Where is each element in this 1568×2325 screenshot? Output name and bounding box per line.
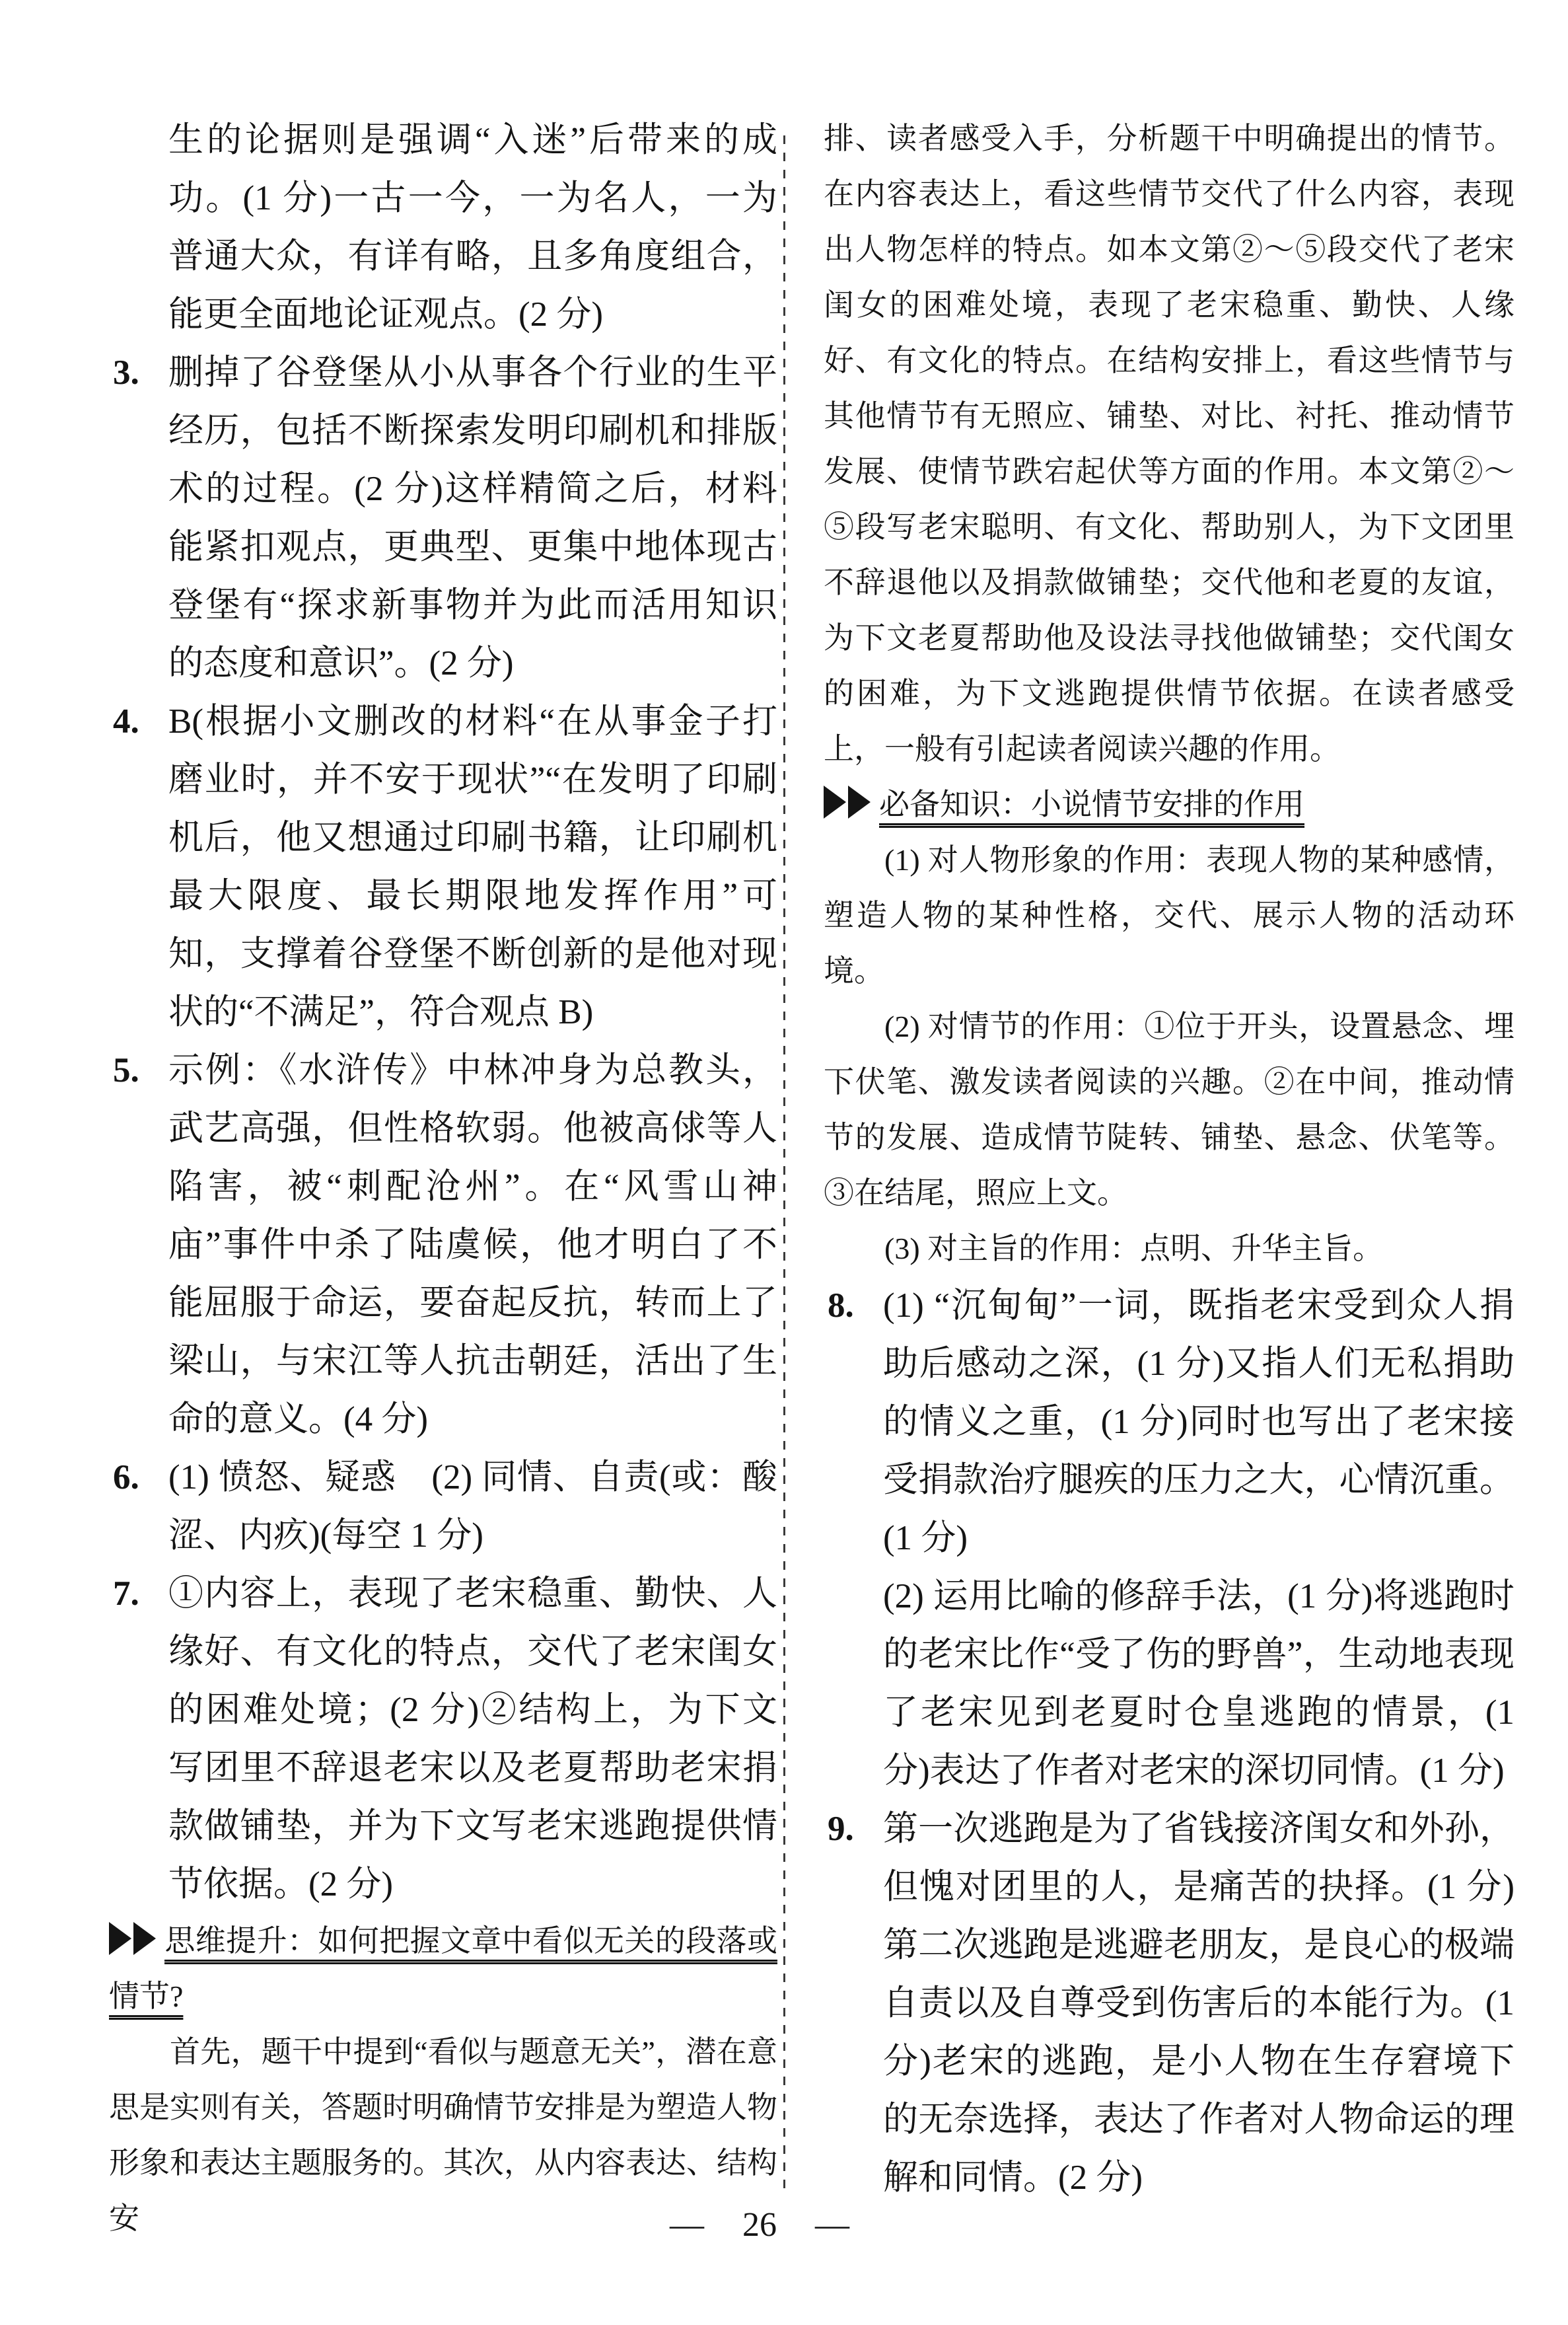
thinking-boost-heading (109, 1913, 777, 2024)
page-number: 26 (742, 2206, 777, 2244)
right-column (824, 111, 1515, 2207)
item-number: 4. (113, 702, 139, 741)
answer-item-3 (109, 344, 777, 692)
knowledge-point-2: (2) 对情节的作用：①位于开头，设置悬念、埋下伏笔、激发读者阅读的兴趣。②在中间，推动情节的发展、造成情节陡转、铺垫、悬念、伏笔等。③在结尾，照应上文。 (824, 1010, 1515, 1210)
footer-dash-left: — (670, 2206, 704, 2244)
item-text: 第一次逃跑是为了省钱接济闺女和外孙，但愧对团里的人，是痛苦的抉择。(1 分)第二次逃跑是逃避老朋友，是良心的极端自责以及自尊受到伤害后的本能行为。(1 分)老宋的逃跑，是小人物在生存窘境下的无奈选择，表达了作者对人物命运的理解和同情。(2 分) (883, 1810, 1515, 2197)
item-text-part-2: (2) 运用比喻的修辞手法，(1 分)将逃跑时的老宋比作“受了伤的野兽”，生动地表现了老宋见到老夏时仓皇逃跑的情景，(1 分)表达了作者对老宋的深切同情。(1 分) (883, 1577, 1515, 1790)
footer-dash-right: — (815, 2206, 849, 2244)
thinking-boost-continuation: 排、读者感受入手，分析题干中明确提出的情节。在内容表达上，看这些情节交代了什么内容，表现出人物怎样的特点。如本文第②～⑤段交代了老宋闺女的困难处境，表现了老宋稳重、勤快、人缘好、有文化的特点。在结构安排上，看这些情节与其他情节有无照应、铺垫、对比、衬托、推动情节发展、使情节跌宕起伏等方面的作用。本文第②～⑤段写老宋聪明、有文化、帮助别人，为下文团里不辞退他以及捐款做铺垫；交代他和老夏的友谊，为下文老夏帮助他及设法寻找他做铺垫；交代闺女的困难，为下文逃跑提供情节依据。在读者感受上，一般有引起读者阅读兴趣的作用。 (824, 122, 1515, 766)
double-arrow-icon (109, 1922, 158, 1955)
item-text: (1) 愤怒、疑惑 (2) 同情、自责(或：酸涩、内疚)(每空 1 分) (168, 1458, 777, 1555)
double-arrow-icon (824, 786, 873, 819)
required-knowledge-label: 必备知识：小说情节安排的作用 (879, 788, 1304, 821)
item-text-part-1: (1) “沉甸甸”一词，既指老宋受到众人捐助后感动之深，(1 分)又指人们无私捐助的情义之重，(1 分)同时也写出了老宋接受捐款治疗腿疾的压力之大，心情沉重。(1 分) (883, 1286, 1515, 1557)
answer-text: 生的论据则是强调“入迷”后带来的成功。(1 分)一古一今，一为名人，一为普通大众，有详有略，且多角度组合，能更全面地论证观点。(2 分) (168, 121, 777, 334)
item-number: 9. (828, 1810, 854, 1848)
item-text: 删掉了谷登堡从小从事各个行业的生平经历，包括不断探索发明印刷机和排版术的过程。(2 分)这样精简之后，材料能紧扣观点，更典型、更集中地体现古登堡有“探求新事物并为此而活用知识的态度和意识”。(2 分) (168, 353, 777, 683)
item-text: 示例：《水浒传》中林冲身为总教头，武艺高强，但性格软弱。他被高俅等人陷害，被“刺配沧州”。在“风雪山神庙”事件中杀了陆虞候，他才明白了不能屈服于命运，要奋起反抗，转而上了梁山，与宋江等人抗击朝廷，活出了生命的意义。(4 分) (168, 1051, 777, 1438)
page-footer (670, 2205, 849, 2245)
answer-item-9 (824, 1800, 1515, 2207)
answer-item-5 (109, 1041, 777, 1448)
answer-item-7 (109, 1565, 777, 1913)
answer-2-continuation (109, 111, 777, 344)
item-number: 6. (113, 1458, 139, 1496)
answer-item-6 (109, 1448, 777, 1565)
knowledge-point-3: (3) 对主旨的作用：点明、升华主旨。 (884, 1232, 1384, 1265)
answer-item-8 (824, 1276, 1515, 1800)
item-number: 3. (113, 353, 139, 392)
item-text: ①内容上，表现了老宋稳重、勤快、人缘好、有文化的特点，交代了老宋闺女的困难处境；(2 分)②结构上，为下文写团里不辞退老宋以及老夏帮助老宋捐款做铺垫，并为下文写老宋逃跑提供情节依据。(2 分) (168, 1574, 777, 1903)
item-text: B(根据小文删改的材料“在从事金子打磨业时，并不安于现状”“在发明了印刷机后，他又想通过印刷书籍，让印刷机最大限度、最长期限地发挥作用”可知，支撑着谷登堡不断创新的是他对现状的“不满足”，符合观点 B) (168, 702, 777, 1031)
required-knowledge-heading (824, 777, 1515, 832)
answer-item-4 (109, 692, 777, 1041)
item-number: 8. (828, 1286, 854, 1325)
thinking-boost-paragraph: 首先，题干中提到“看似与题意无关”，潜在意思是实则有关，答题时明确情节安排是为塑造人物形象和表达主题服务的。其次，从内容表达、结构安 (109, 2035, 777, 2235)
item-number: 5. (113, 1051, 139, 1089)
item-number: 7. (113, 1574, 139, 1613)
left-column (109, 111, 777, 2246)
knowledge-point-1: (1) 对人物形象的作用：表现人物的某种感情，塑造人物的某种性格，交代、展示人物的活动环境。 (824, 843, 1515, 988)
column-divider (783, 135, 785, 2194)
thinking-boost-label: 思维提升：如何把握文章中看似无关的段落或情节? (109, 1924, 777, 2013)
